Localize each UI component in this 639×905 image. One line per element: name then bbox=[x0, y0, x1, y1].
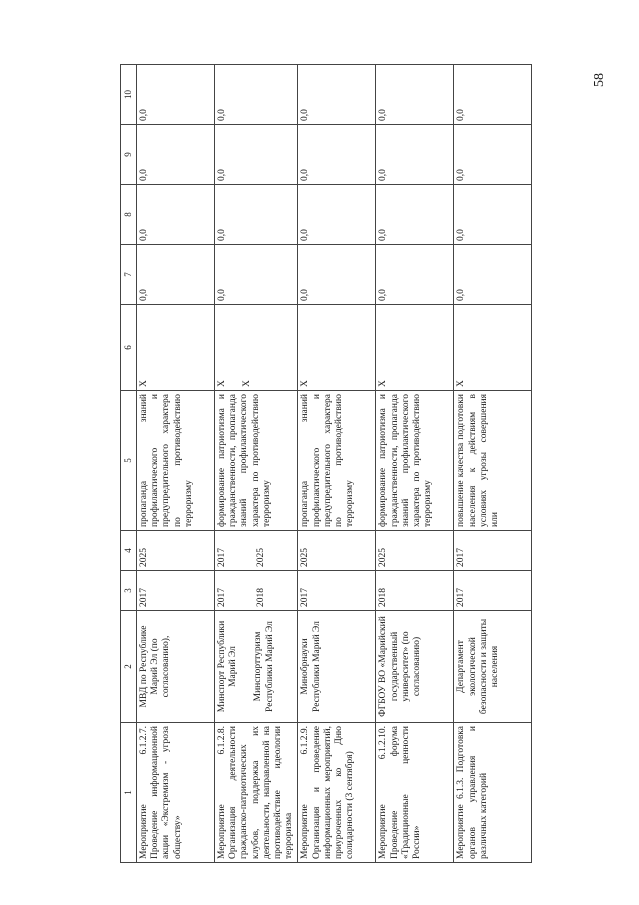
table-row bbox=[298, 65, 376, 863]
value-col-8: 0,0 bbox=[376, 185, 454, 245]
indicator-mark: X bbox=[298, 305, 376, 391]
value-col-7: 0,0 bbox=[454, 245, 532, 305]
value-col-9: 0,0 bbox=[298, 125, 376, 185]
header-cell-1: 1 bbox=[121, 723, 137, 863]
executor: МВД по Республике Марий Эл (по согласованию), bbox=[137, 611, 215, 723]
expected-result: повышение качества подготовки населения к действиям в условиях угрозы совершения или bbox=[454, 391, 532, 531]
start-year: 2017 bbox=[137, 571, 215, 611]
end-year: 2017 bbox=[454, 531, 532, 571]
value-col-8: 0,0 bbox=[215, 185, 298, 245]
end-year: 2025 bbox=[298, 531, 376, 571]
measure-name: Мероприятие 6.1.2.10. Проведение форума «Традиционные ценности России» bbox=[376, 723, 454, 863]
value-col-8: 0,0 bbox=[454, 185, 532, 245]
measure-name: Мероприятие 6.1.2.8. Организация деятельности гражданско-патриотических клубов, поддержка их деятельности, направленной на противодействие идеологии терроризма bbox=[215, 723, 298, 863]
table-row bbox=[376, 65, 454, 863]
value-col-7: 0,0 bbox=[298, 245, 376, 305]
indicator-mark-2: X bbox=[242, 380, 253, 387]
page-number: 58 bbox=[592, 73, 607, 87]
expected-result: пропаганда знаний профилактического и предупредительного характера по противодействию терроризму bbox=[298, 391, 376, 531]
end-year bbox=[215, 531, 298, 571]
header-cell-7: 7 bbox=[121, 245, 137, 305]
value-col-9: 0,0 bbox=[454, 125, 532, 185]
header-cell-4: 4 bbox=[121, 531, 137, 571]
executor bbox=[215, 611, 298, 723]
header-row bbox=[121, 65, 137, 863]
start-year: 2018 bbox=[376, 571, 454, 611]
start-year bbox=[215, 571, 298, 611]
end-year-2: 2025 bbox=[256, 548, 267, 567]
header-cell-6: 6 bbox=[121, 305, 137, 391]
end-year: 2025 bbox=[137, 531, 215, 571]
indicator-mark: X bbox=[376, 305, 454, 391]
expected-result: формирование патриотизма и гражданственности, пропаганда знаний профилактического характера по противодействию терроризму bbox=[376, 391, 454, 531]
measure-name: Мероприятие 6.1.2.9. Организация и проведение информационных мероприятий, приуроченных ко Дню солидарности (3 сентября) bbox=[298, 723, 376, 863]
value-col-10: 0,0 bbox=[215, 65, 298, 125]
executor-line-2: Минспорттуризм Республики Марий Эл bbox=[253, 621, 275, 712]
value-col-7: 0,0 bbox=[376, 245, 454, 305]
rotated-table-wrapper bbox=[120, 65, 528, 863]
value-col-10: 0,0 bbox=[454, 65, 532, 125]
expected-result: пропаганда знаний профилактического и предупредительного характера по противодействию терроризму bbox=[137, 391, 215, 531]
executor: ФГБОУ ВО «Марийский государственный университет» (по согласованию) bbox=[376, 611, 454, 723]
value-col-10: 0,0 bbox=[137, 65, 215, 125]
executor-line-1: Минспорт Республики Марий Эл bbox=[217, 620, 239, 713]
value-col-10: 0,0 bbox=[376, 65, 454, 125]
table-row bbox=[137, 65, 215, 863]
indicator-mark: X bbox=[137, 305, 215, 391]
value-col-8: 0,0 bbox=[137, 185, 215, 245]
measure-name: Мероприятие 6.1.3. Подготовка органов управления и различных категорий bbox=[454, 723, 532, 863]
end-year: 2025 bbox=[376, 531, 454, 571]
indicator-mark-1: X bbox=[217, 380, 227, 387]
value-col-9: 0,0 bbox=[215, 125, 298, 185]
value-col-9: 0,0 bbox=[137, 125, 215, 185]
expected-result: формирование патриотизма и гражданственности, пропаганда знаний профилактического характера по противодействию терроризму bbox=[215, 391, 298, 531]
header-cell-9: 9 bbox=[121, 125, 137, 185]
table-row bbox=[215, 65, 298, 863]
start-year: 2017 bbox=[454, 571, 532, 611]
measure-name: Мероприятие 6.1.2.7. Проведение информационной акции «Экстремизм - угроза обществу» bbox=[137, 723, 215, 863]
table-row bbox=[454, 65, 532, 863]
value-col-7: 0,0 bbox=[137, 245, 215, 305]
header-cell-3: 3 bbox=[121, 571, 137, 611]
header-cell-8: 8 bbox=[121, 185, 137, 245]
value-col-9: 0,0 bbox=[376, 125, 454, 185]
indicator-mark: X bbox=[454, 305, 532, 391]
value-col-8: 0,0 bbox=[298, 185, 376, 245]
indicator-mark bbox=[215, 305, 298, 391]
value-col-10: 0,0 bbox=[298, 65, 376, 125]
executor: Минобрнауки Республики Марий Эл bbox=[298, 611, 376, 723]
header-cell-5: 5 bbox=[121, 391, 137, 531]
start-year-1: 2017 bbox=[217, 588, 227, 607]
start-year-2: 2018 bbox=[256, 588, 267, 607]
value-col-7: 0,0 bbox=[215, 245, 298, 305]
header-cell-2: 2 bbox=[121, 611, 137, 723]
header-cell-10: 10 bbox=[121, 65, 137, 125]
start-year: 2017 bbox=[298, 571, 376, 611]
executor: Департамент экологической безопасности и защиты населения bbox=[454, 611, 532, 723]
end-year-1: 2017 bbox=[217, 548, 227, 567]
measures-table bbox=[120, 64, 532, 863]
